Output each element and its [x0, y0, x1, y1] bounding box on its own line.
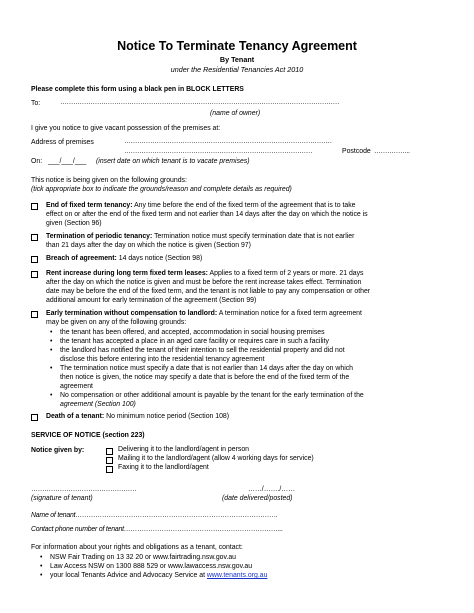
date-caption: (date delivered/posted): [222, 495, 293, 502]
ground-death-of-tenant: [46, 412, 456, 421]
postcode-field[interactable]: ……………..: [374, 148, 410, 155]
checkbox-faxed[interactable]: [106, 466, 113, 473]
vacant-possession-text: I give you notice to give vacant possession of the premises at:: [31, 125, 221, 132]
ground-periodic-tenancy: [46, 232, 456, 250]
ground-text: 14 days notice (Section 98): [118, 255, 203, 262]
signature-field[interactable]: …………………………………………: [31, 486, 137, 493]
date-delivered-field[interactable]: ……/……./……: [248, 486, 296, 493]
checkbox-delivered-in-person[interactable]: [106, 448, 113, 455]
grounds-hint: (tick appropriate box to indicate the grounds/reason and complete details as required): [31, 186, 292, 193]
signature-caption: (signature of tenant): [31, 495, 93, 502]
ground-text: additional amount for early termination of the agreement (Section 99): [46, 297, 257, 304]
list-item: • the landlord has notified the tenant of their intention to sell the residential property and did not disclose this before entering into the residential tenancy agreement: [50, 346, 460, 364]
ground-title: Breach of agreement:: [46, 255, 117, 262]
vacate-date-field[interactable]: ___/___/___: [48, 158, 87, 165]
ground-text: No minimum notice period (Section 108): [106, 413, 230, 420]
address-label: Address of premises: [31, 139, 94, 146]
checkbox-breach[interactable]: [31, 256, 38, 263]
form-instruction: Please complete this form using a black pen in BLOCK LETTERS: [31, 86, 244, 93]
list-item: • the tenant has been offered, and accepted, accommodation in social housing premises: [50, 328, 460, 337]
ground-text: may be given on any of the following grounds:: [46, 319, 187, 326]
list-item: • the tenant has accepted a place in an aged care facility or requires care in such a facility: [50, 337, 460, 346]
to-label: To:: [31, 100, 41, 107]
vacate-date-hint: (insert date on which tenant is to vacate premises): [96, 158, 250, 165]
address-field-line-2[interactable]: ……………………………………………………………………………: [124, 148, 313, 155]
checkbox-death-of-tenant[interactable]: [31, 414, 38, 421]
checkbox-mailed[interactable]: [106, 457, 113, 464]
list-item: • No compensation or other additional amount is payable by the tenant for the early termination of the agreement (Section 100): [50, 391, 460, 409]
tenant-phone-field[interactable]: Contact phone number of tenant……………………………………………………………...: [31, 526, 283, 533]
act-reference: under the Residential Tenancies Act 2010: [170, 65, 304, 74]
ground-title: Death of a tenant:: [46, 413, 105, 420]
ground-early-termination: [46, 309, 456, 327]
checkbox-end-of-fixed-term[interactable]: [31, 203, 38, 210]
early-termination-list: [50, 328, 460, 409]
grounds-intro: This notice is being given on the following grounds:: [31, 177, 187, 184]
page-title: Notice To Terminate Tenancy Agreement: [117, 39, 357, 53]
notice-given-by-label: Notice given by:: [31, 447, 85, 454]
on-label: On:: [31, 158, 43, 165]
ground-title: Rent increase during long term fixed term leases:: [46, 270, 208, 277]
ground-end-of-fixed-term: [46, 201, 456, 228]
form-subtitle: By Tenant: [219, 55, 255, 64]
owner-name-caption: (name of owner): [210, 110, 261, 117]
service-option: Delivering it to the landlord/agent in person: [118, 446, 250, 453]
ground-breach: [46, 254, 456, 263]
list-item: • your local Tenants Advice and Advocacy Service at www.tenants.org.au: [40, 571, 440, 580]
service-heading: SERVICE OF NOTICE (section 223): [31, 432, 145, 439]
ground-title: Termination of periodic tenancy:: [46, 233, 153, 240]
checkbox-rent-increase[interactable]: [31, 271, 38, 278]
ground-title: Early termination without compensation to landlord:: [46, 310, 218, 317]
postcode-label: Postcode: [342, 148, 371, 155]
address-field-line-1[interactable]: ……………………………………………………………………………………: [124, 138, 332, 145]
info-intro: For information about your rights and obligations as a tenant, contact:: [31, 544, 243, 551]
list-item: • Law Access NSW on 1300 888 529 or www.lawaccess.nsw.gov.au: [40, 562, 440, 571]
ground-text: Termination notice must specify termination date that is not earlier: [154, 233, 355, 240]
checkbox-periodic-tenancy[interactable]: [31, 234, 38, 241]
ground-title: End of fixed term tenancy:: [46, 202, 133, 209]
owner-name-field[interactable]: …………………………………………………………………………………………………………………: [60, 99, 340, 106]
list-item: • NSW Fair Trading on 13 32 20 or www.fairtrading.nsw.gov.au: [40, 553, 440, 562]
ground-rent-increase: [46, 269, 456, 305]
ground-text: than 21 days after the day on which the notice is given (Section 97): [46, 242, 251, 249]
ground-text: Any time before the end of the fixed term of the agreement that is to take: [134, 202, 356, 209]
ground-text: after the day on which the notice is given and must be before the rent increase takes effect. Termination: [46, 279, 362, 286]
service-option: Faxing it to the landlord/agent: [118, 464, 209, 471]
ground-text: Applies to a fixed term of 2 years or more. 21 days: [209, 270, 364, 277]
tenant-name-field[interactable]: Name of tenant……………………………………………………………………………….: [31, 512, 278, 519]
tenants-link[interactable]: www.tenants.org.au: [206, 572, 268, 579]
ground-text: effect on or after the end of the fixed term and not earlier than 14 days after the day on which the notice is: [46, 211, 368, 218]
ground-text: A termination notice for a fixed term agreement: [218, 310, 362, 317]
info-contacts-list: [40, 553, 440, 580]
ground-text: date may be before the end of the fixed term, and the tenant is not liable to pay any compensation or other: [46, 288, 371, 295]
ground-text: given (Section 96): [46, 220, 102, 227]
list-item: • The termination notice must specify a date that is not earlier than 14 days after the day on which then notice is given, the notice may specify a date that is before the end of the fixed term of the agreement: [50, 364, 460, 391]
service-option: Mailing it to the landlord/agent (allow 4 working days for service): [118, 455, 314, 462]
checkbox-early-termination[interactable]: [31, 311, 38, 318]
